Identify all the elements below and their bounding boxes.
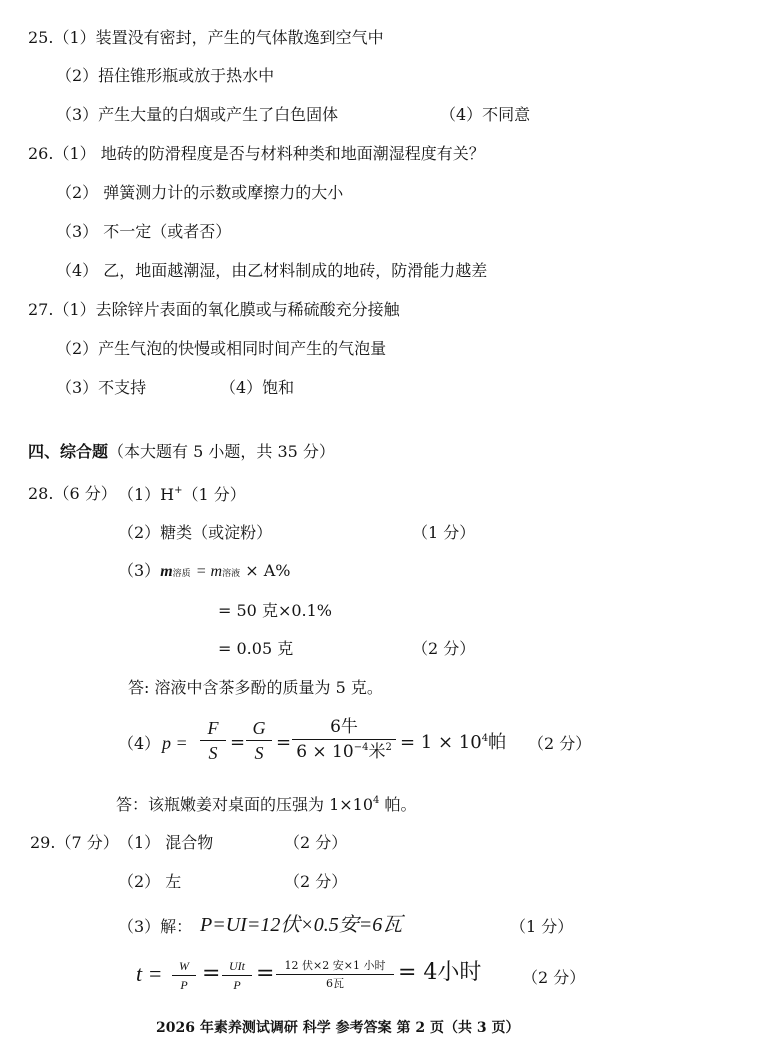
- q25-line3: （3）产生大量的白烟或产生了白色固体: [56, 105, 339, 124]
- q28-p4-frac-FS: [200, 719, 226, 762]
- q28-p4-p-symbol: p: [162, 733, 171, 753]
- q28-p4-S2: S: [254, 743, 264, 763]
- q28-p4-F: F: [207, 718, 219, 738]
- q28-p4-G: G: [252, 718, 266, 738]
- q29-p4-num: 12 伏×2 安×1 小时: [284, 959, 386, 972]
- q28-p3-m: m: [160, 563, 173, 580]
- q28-p1-sup: +: [174, 485, 183, 496]
- q28-p4-score: （2 分）: [528, 734, 592, 753]
- page-footer: 2026 年素养测试调研 科学 参考答案 第 2 页（共 3 页）: [156, 1020, 520, 1036]
- q29-head: 29.（7 分）: [30, 833, 119, 852]
- q26-line4: （4） 乙，地面越潮湿，由乙材料制成的地砖，防滑能力越差: [56, 261, 488, 280]
- equals-sign: =: [230, 732, 246, 753]
- q29-p4-t: t =: [136, 961, 163, 986]
- q25-line3b: （4）不同意: [440, 105, 531, 124]
- q29-p4-t-symbol: t: [136, 961, 143, 986]
- q28-answer2-end: 帕。: [379, 795, 417, 814]
- q29-p4-frac-value: [276, 960, 394, 989]
- q29-p3-score: （1 分）: [510, 917, 574, 936]
- q28-p3-sub2: 溶液: [222, 569, 241, 579]
- q28-p3-line2: = 50 克×0.1%: [218, 601, 332, 620]
- q28-p2: （2）糖类（或淀粉）: [118, 523, 273, 542]
- q28-p4-den-exp: −4: [353, 742, 369, 753]
- q28-p3-eq: = m: [195, 563, 223, 580]
- q28-p4-den-base: 6 × 10: [296, 742, 354, 762]
- q29-p4-frac-WP: [172, 960, 196, 991]
- q28-p4-p: p =: [162, 733, 188, 753]
- q29-p2-score: （2 分）: [284, 872, 348, 891]
- q28-p4-den-unit-exp: 2: [385, 742, 392, 753]
- q29-p4-score: （2 分）: [522, 968, 586, 987]
- q28-p4-den-unit: 米: [368, 742, 386, 762]
- q29-p1-score: （2 分）: [284, 833, 348, 852]
- q28-answer1: 答: 溶液中含茶多酚的质量为 5 克。: [128, 678, 383, 697]
- q28-p3-label: （3）: [118, 561, 161, 580]
- q29-p4-P2: P: [233, 978, 241, 992]
- q28-p4-S: S: [208, 743, 218, 763]
- q29-p4-den: 6瓦: [326, 977, 344, 990]
- q28-answer2-exp: 4: [373, 795, 380, 806]
- q29-p4-P: P: [180, 978, 188, 992]
- q25-line2: （2）捂住锥形瓶或放于热水中: [56, 66, 275, 85]
- q28-p2-score: （1 分）: [412, 523, 476, 542]
- q27-line1: 27.（1）去除锌片表面的氧化膜或与稀硫酸充分接触: [28, 300, 400, 319]
- q29-p4-UIt: UIt: [229, 959, 245, 973]
- q28-p3: [118, 563, 290, 580]
- q28-p4-frac-value: [292, 719, 396, 761]
- q28-answer2: [116, 796, 417, 813]
- q28-p4-result-unit: 帕: [488, 732, 507, 753]
- q25-line1: 25.（1）装置没有密封，产生的气体散逸到空气中: [28, 28, 384, 47]
- equals-sign: =: [276, 732, 292, 753]
- q28-p3-sub1: 溶质: [172, 569, 191, 579]
- q29-p3-eq: P=UI=12伏×0.5安=6瓦: [200, 914, 403, 936]
- q29-p4-result: = 4小时: [398, 960, 482, 985]
- q28-p1-text: （1）H: [118, 485, 175, 504]
- q28-p4-den: [292, 740, 396, 761]
- section4-title: 四、综合题: [28, 442, 109, 461]
- q29-p3-label: （3）解：: [118, 917, 193, 936]
- equals-sign: =: [202, 961, 221, 986]
- q27-line3b: （4）饱和: [220, 378, 295, 397]
- q28-p1: [118, 486, 246, 503]
- q29-p1: （1） 混合物: [118, 833, 214, 852]
- q27-line3a: （3）不支持: [56, 378, 147, 397]
- q28-answer2-text: 答：该瓶嫩姜对桌面的压强为 1×10: [116, 795, 374, 814]
- q29-p2: （2） 左: [118, 872, 182, 891]
- q28-head: 28.（6 分）: [28, 484, 117, 503]
- q26-line3: （3） 不一定（或者否）: [56, 222, 232, 241]
- q28-p4-result-exp: 4: [481, 733, 489, 744]
- q29-p4-frac-UItP: [222, 960, 252, 991]
- q26-line2: （2） 弹簧测力计的示数或摩擦力的大小: [56, 183, 344, 202]
- section4-note: （本大题有 5 小题，共 35 分）: [108, 442, 335, 461]
- section4-heading: [28, 444, 335, 460]
- q29-p4-W: W: [179, 959, 189, 973]
- q27-line2: （2）产生气泡的快慢或相同时间产生的气泡量: [56, 339, 387, 358]
- q28-p4-result: [400, 734, 506, 752]
- q28-p1-score: （1 分）: [182, 485, 246, 504]
- q28-p4-result-base: = 1 × 10: [400, 732, 482, 753]
- q28-p4-frac-GS: [246, 719, 272, 762]
- q28-p3-score: （2 分）: [412, 639, 476, 658]
- q26-line1: 26.（1） 地砖的防滑程度是否与材料种类和地面潮湿程度有关？: [28, 144, 485, 163]
- q28-p4-num: 6牛: [330, 717, 358, 737]
- q28-p4-label: （4）: [118, 734, 161, 753]
- q28-p3-rest: × A%: [245, 561, 291, 580]
- q28-p3-line3: = 0.05 克: [218, 639, 294, 658]
- equals-sign: =: [256, 961, 275, 986]
